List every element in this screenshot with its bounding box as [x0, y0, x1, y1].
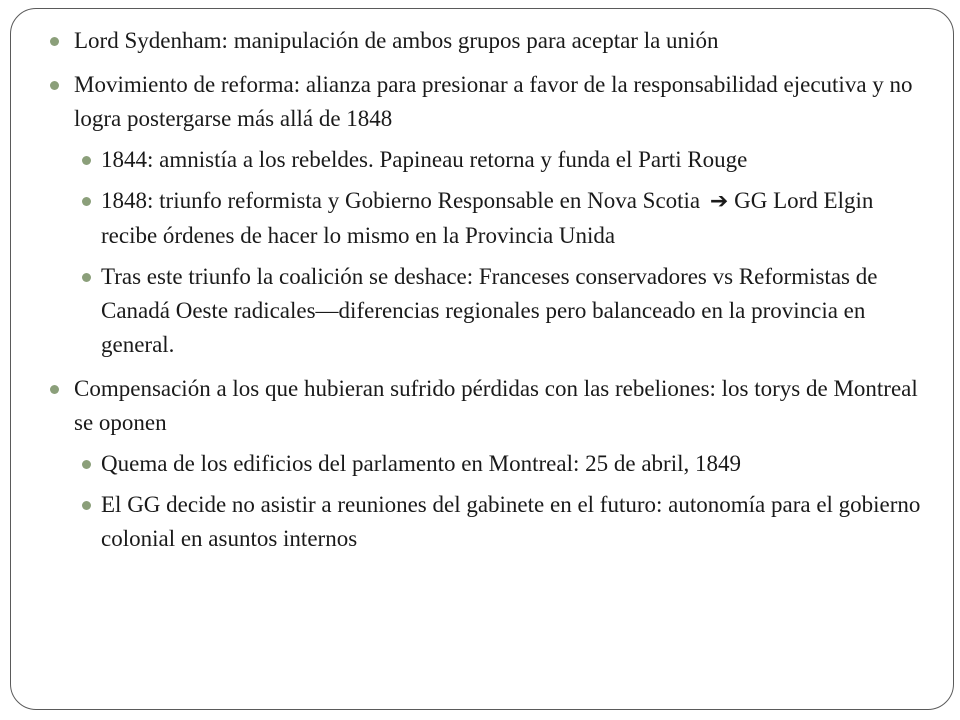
bullet-item	[46, 372, 926, 440]
sub-bullet-item	[46, 184, 926, 253]
sub-bullet-item	[46, 260, 926, 362]
sub-bullet-item	[46, 447, 926, 481]
sub-bullet-item	[46, 488, 926, 556]
bullet-item	[46, 24, 926, 58]
bullet-dot-icon	[82, 197, 91, 206]
bullet-item	[46, 68, 926, 136]
bullet-dot-icon	[82, 501, 91, 510]
bullet-text: El GG decide no asistir a reuniones del gabinete en el futuro: autonomía para el gobierno colonial en asuntos internos	[101, 492, 921, 551]
bullet-list	[46, 24, 926, 556]
bullet-text: Compensación a los que hubieran sufrido pérdidas con las rebeliones: los torys de Montreal se oponen	[74, 376, 918, 435]
bullet-dot-icon	[50, 37, 59, 46]
bullet-dot-icon	[50, 385, 59, 394]
bullet-text: Quema de los edificios del parlamento en Montreal: 25 de abril, 1849	[101, 451, 741, 476]
bullet-text: GG Lord Elgin recibe órdenes de hacer lo mismo en la Provincia Unida	[101, 188, 874, 248]
sub-bullet-item	[46, 143, 926, 177]
bullet-dot-icon	[82, 460, 91, 469]
right-arrow-icon: ➔	[709, 189, 729, 214]
bullet-text: 1848: triunfo reformista y Gobierno Responsable en Nova Scotia	[101, 188, 701, 213]
bullet-text: Tras este triunfo la coalición se deshace: Franceses conservadores vs Reformistas de Canadá Oeste radicales—diferencias regionales pero balanceado en la provincia en general.	[101, 264, 878, 357]
bullet-dot-icon	[50, 81, 59, 90]
bullet-dot-icon	[82, 156, 91, 165]
bullet-text: Movimiento de reforma: alianza para presionar a favor de la responsabilidad ejecutiva y no logra postergarse más allá de 1848	[74, 72, 913, 131]
bullet-dot-icon	[82, 273, 91, 282]
bullet-text: Lord Sydenham: manipulación de ambos grupos para aceptar la unión	[74, 28, 719, 53]
bullet-text: 1844: amnistía a los rebeldes. Papineau retorna y funda el Parti Rouge	[101, 147, 748, 172]
